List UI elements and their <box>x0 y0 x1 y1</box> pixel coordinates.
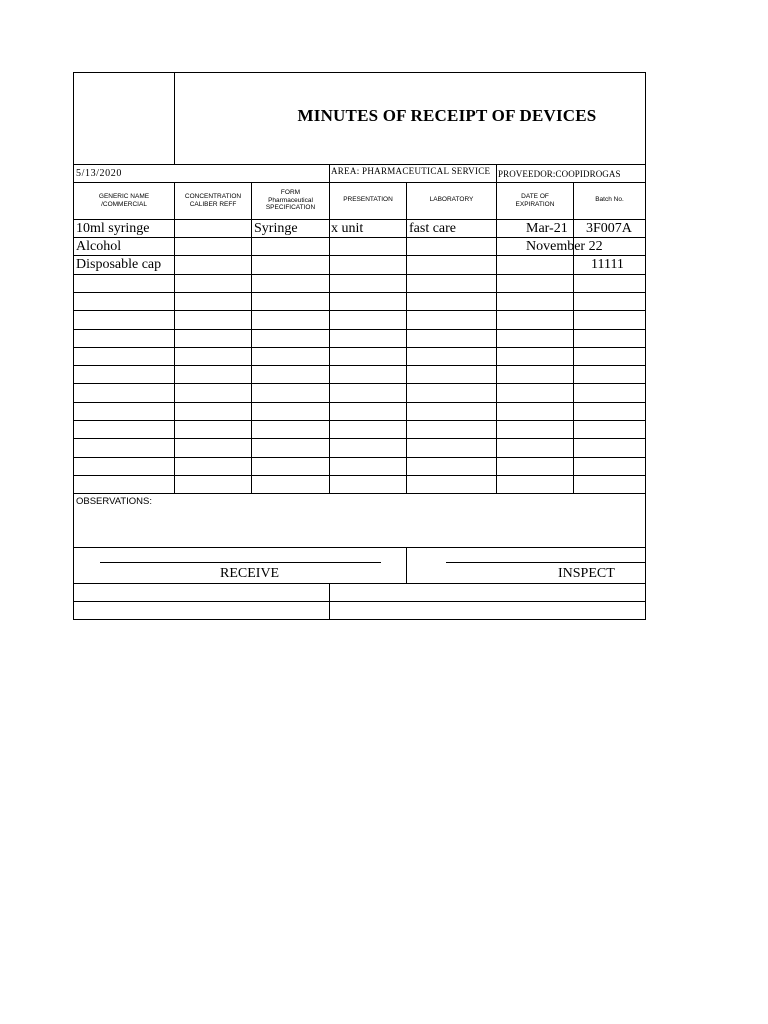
header-row-bottom <box>73 219 646 220</box>
document-date: 5/13/2020 <box>76 168 122 179</box>
observations-label: OBSERVATIONS: <box>76 496 153 507</box>
table-col-line <box>496 182 497 493</box>
row1-batch: 3F007A <box>586 221 632 236</box>
table-row-line <box>73 438 646 439</box>
table-row-line <box>73 402 646 403</box>
table-row-line <box>73 383 646 384</box>
header-laboratory: LABORATORY <box>429 196 474 203</box>
provider-label: PROVEEDOR:COOPIDROGAS <box>498 169 621 179</box>
frame-right <box>645 72 646 620</box>
header-concentration <box>175 193 251 208</box>
table-col-line <box>174 182 175 493</box>
observations-bottom <box>73 547 646 548</box>
header-form <box>252 189 329 212</box>
document-title: MINUTES OF RECEIPT OF DEVICES <box>297 106 597 125</box>
signature-row-2 <box>73 601 646 602</box>
row1-form: Syringe <box>254 221 298 236</box>
header-generic-name <box>74 193 174 208</box>
table-col-line <box>573 182 574 493</box>
header-form-line2: Pharmaceutical <box>268 196 313 204</box>
header-form-line1: FORM <box>280 189 301 196</box>
header-generic-line2: /COMMERCIAL <box>101 200 147 208</box>
receive-sign-line <box>100 562 381 563</box>
header-form-line3: SPECIFICATION <box>265 204 316 211</box>
header-expiry-line1: DATE OF <box>521 193 549 200</box>
frame-bottom <box>73 619 646 620</box>
table-row-line <box>73 347 646 348</box>
frame-top <box>73 72 646 73</box>
receive-label: RECEIVE <box>220 566 280 581</box>
table-row-line <box>73 365 646 366</box>
frame-left <box>73 72 74 620</box>
row3-name: Disposable cap <box>76 257 162 272</box>
table-col-line <box>329 182 330 493</box>
table-row-line <box>73 237 646 238</box>
header-conc-line2: CALIBER REFF <box>189 200 237 208</box>
table-row-line <box>73 292 646 293</box>
inspect-sign-line <box>446 562 646 563</box>
header-presentation: PRESENTATION <box>343 196 393 203</box>
table-row-line <box>73 420 646 421</box>
info-row-bottom <box>73 182 646 183</box>
header-expiry-line2: EXPIRATION <box>515 200 555 208</box>
row1-name: 10ml syringe <box>76 221 150 236</box>
header-conc-line1: CONCENTRATION <box>184 193 242 200</box>
table-row-line <box>73 493 646 494</box>
row3-batch: 11111 <box>591 257 624 272</box>
inspect-label: INSPECT <box>558 566 615 581</box>
row1-presentation: x unit <box>331 221 364 236</box>
table-row-line <box>73 457 646 458</box>
header-expiration <box>497 193 573 208</box>
row2-expiry: November 22 <box>526 239 603 254</box>
info-div-1 <box>329 164 330 182</box>
table-row-line <box>73 475 646 476</box>
row1-expiry: Mar-21 <box>526 221 568 236</box>
table-row-line <box>73 255 646 256</box>
signature-row-1 <box>73 583 646 584</box>
row1-laboratory: fast care <box>409 221 457 236</box>
table-col-line <box>251 182 252 493</box>
table-row-line <box>73 310 646 311</box>
table-row-line <box>73 329 646 330</box>
signature-cell-divider <box>329 583 330 620</box>
header-batch: Batch No. <box>595 196 624 203</box>
table-col-line <box>406 182 407 493</box>
area-label: AREA: PHARMACEUTICAL SERVICE <box>331 166 491 176</box>
info-row-top <box>73 164 646 165</box>
row2-name: Alcohol <box>76 239 122 254</box>
info-div-2 <box>496 164 497 182</box>
table-row-line <box>73 274 646 275</box>
signature-divider <box>406 547 407 583</box>
header-generic-line1: GENERIC NAME <box>98 193 150 200</box>
